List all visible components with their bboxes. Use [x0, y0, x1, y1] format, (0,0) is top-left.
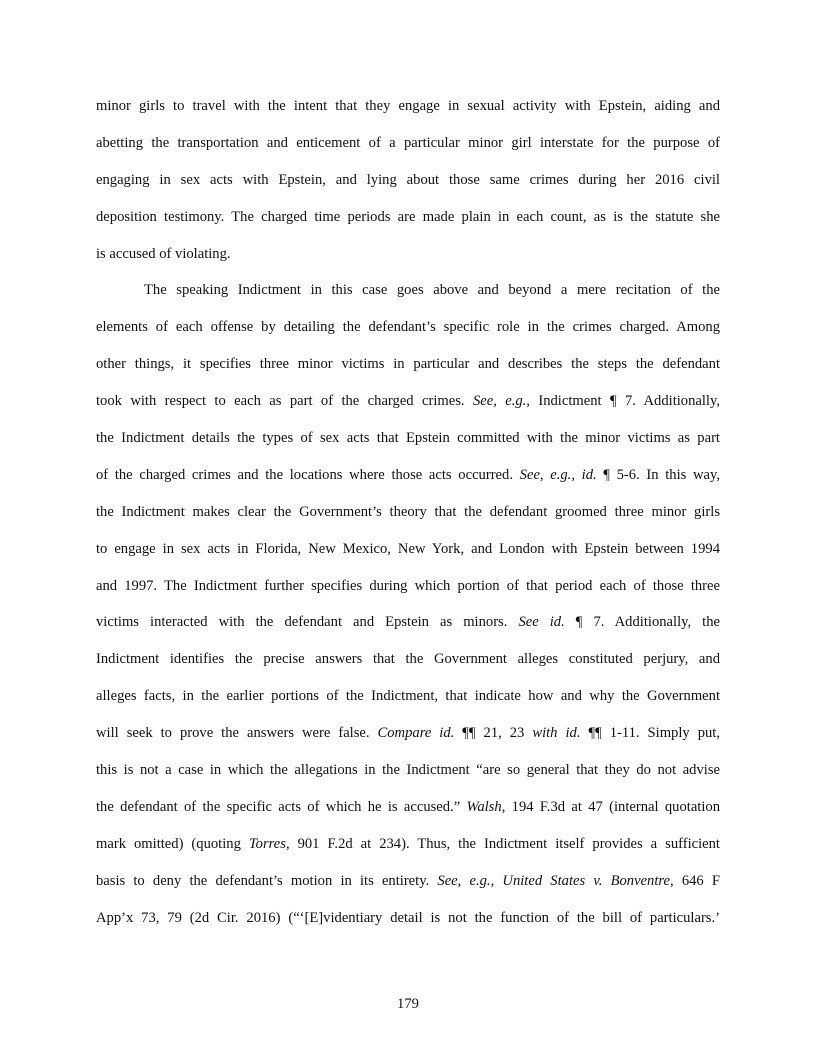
text-line	[96, 383, 720, 420]
text-segment: ¶¶ 1-11. Simply put,	[580, 725, 720, 742]
text-line	[96, 162, 720, 199]
text-segment: and 1997. The Indictment further specifies during which portion of that period each of those three	[96, 577, 720, 594]
text-line	[96, 531, 720, 568]
text-segment: will seek to prove the answers were false.	[96, 725, 378, 742]
text-line	[96, 309, 720, 346]
text-segment: Indictment identifies the precise answers that the Government alleges constituted perjury, and	[96, 651, 720, 668]
text-segment: the defendant of the specific acts of which he is accused.”	[96, 798, 467, 815]
text-segment: abetting the transportation and enticement of a particular minor girl interstate for the purpose of	[96, 134, 720, 151]
text-line	[96, 568, 720, 605]
text-line	[96, 604, 720, 641]
italic-citation: with id.	[532, 725, 581, 742]
text-line	[96, 420, 720, 457]
text-line	[96, 199, 720, 236]
text-segment: , 194 F.3d at 47 (internal quotation	[501, 798, 720, 815]
text-line	[96, 494, 720, 531]
text-segment: , 901 F.2d at 234). Thus, the Indictment itself provides a sufficient	[285, 835, 720, 852]
text-segment: alleges facts, in the earlier portions of the Indictment, that indicate how and why the Government	[96, 688, 720, 705]
italic-citation: Walsh	[466, 798, 502, 815]
text-segment: elements of each offense by detailing the defendant’s specific role in the crimes charged. Among	[96, 319, 720, 336]
text-line	[96, 900, 720, 937]
text-segment: ¶ 5-6. In this way,	[596, 466, 721, 483]
italic-citation: United States v. Bonventre	[502, 872, 670, 889]
text-line	[96, 678, 720, 715]
text-line	[96, 88, 720, 125]
italic-citation: Torres	[248, 835, 286, 852]
text-segment: deposition testimony. The charged time periods are made plain in each count, as is the statute she	[96, 208, 720, 225]
italic-citation: See, e.g.	[437, 872, 491, 889]
text-line	[96, 715, 720, 752]
text-line	[96, 826, 720, 863]
text-segment: victims interacted with the defendant and Epstein as minors.	[96, 614, 519, 631]
text-segment: ¶ 7. Additionally, the	[564, 614, 720, 631]
text-line	[96, 457, 720, 494]
text-segment: engaging in sex acts with Epstein, and lying about those same crimes during her 2016 civil	[96, 171, 720, 188]
text-segment: Indictment ¶ 7. Additionally,	[529, 393, 720, 410]
text-segment: took with respect to each as part of the charged crimes.	[96, 393, 473, 410]
text-segment: ,	[490, 872, 503, 889]
text-segment: basis to deny the defendant’s motion in its entirety.	[96, 872, 438, 889]
text-segment: the Indictment makes clear the Government’s theory that the defendant groomed three minor girls	[96, 503, 720, 520]
text-line	[96, 272, 720, 309]
text-line	[96, 641, 720, 678]
text-segment: this is not a case in which the allegations in the Indictment “are so general that they do not advise	[96, 762, 720, 779]
text-line	[96, 863, 720, 900]
text-segment: minor girls to travel with the intent that they engage in sexual activity with Epstein, aiding and	[96, 98, 720, 114]
text-segment: other things, it specifies three minor victims in particular and describes the steps the defendant	[96, 356, 720, 373]
italic-citation: Compare id.	[377, 725, 455, 742]
text-segment: to engage in sex acts in Florida, New Mexico, New York, and London with Epstein between 1994	[96, 540, 720, 557]
text-line	[96, 346, 720, 383]
text-segment: mark omitted) (quoting	[96, 835, 249, 852]
text-line	[96, 236, 720, 273]
text-segment: the Indictment details the types of sex acts that Epstein committed with the minor victims as part	[96, 430, 720, 447]
text-segment: of the charged crimes and the locations where those acts occurred.	[96, 466, 520, 483]
text-segment: App’x 73, 79 (2d Cir. 2016) (“‘[E]videntiary detail is not the function of the bill of particulars.’	[96, 909, 720, 926]
text-segment: The speaking Indictment in this case goes above and beyond a mere recitation of the	[144, 282, 720, 299]
text-segment: , 646 F	[670, 872, 721, 889]
page-number: 179	[397, 996, 419, 1012]
document-body	[96, 88, 720, 936]
italic-citation: See, e.g.,	[472, 393, 530, 410]
text-segment: ¶¶ 21, 23	[454, 725, 533, 742]
italic-citation: See id.	[518, 614, 565, 631]
italic-citation: See, e.g., id.	[519, 466, 597, 483]
text-line	[96, 752, 720, 789]
text-line	[96, 789, 720, 826]
text-segment: is accused of violating.	[96, 245, 231, 262]
text-line	[96, 125, 720, 162]
